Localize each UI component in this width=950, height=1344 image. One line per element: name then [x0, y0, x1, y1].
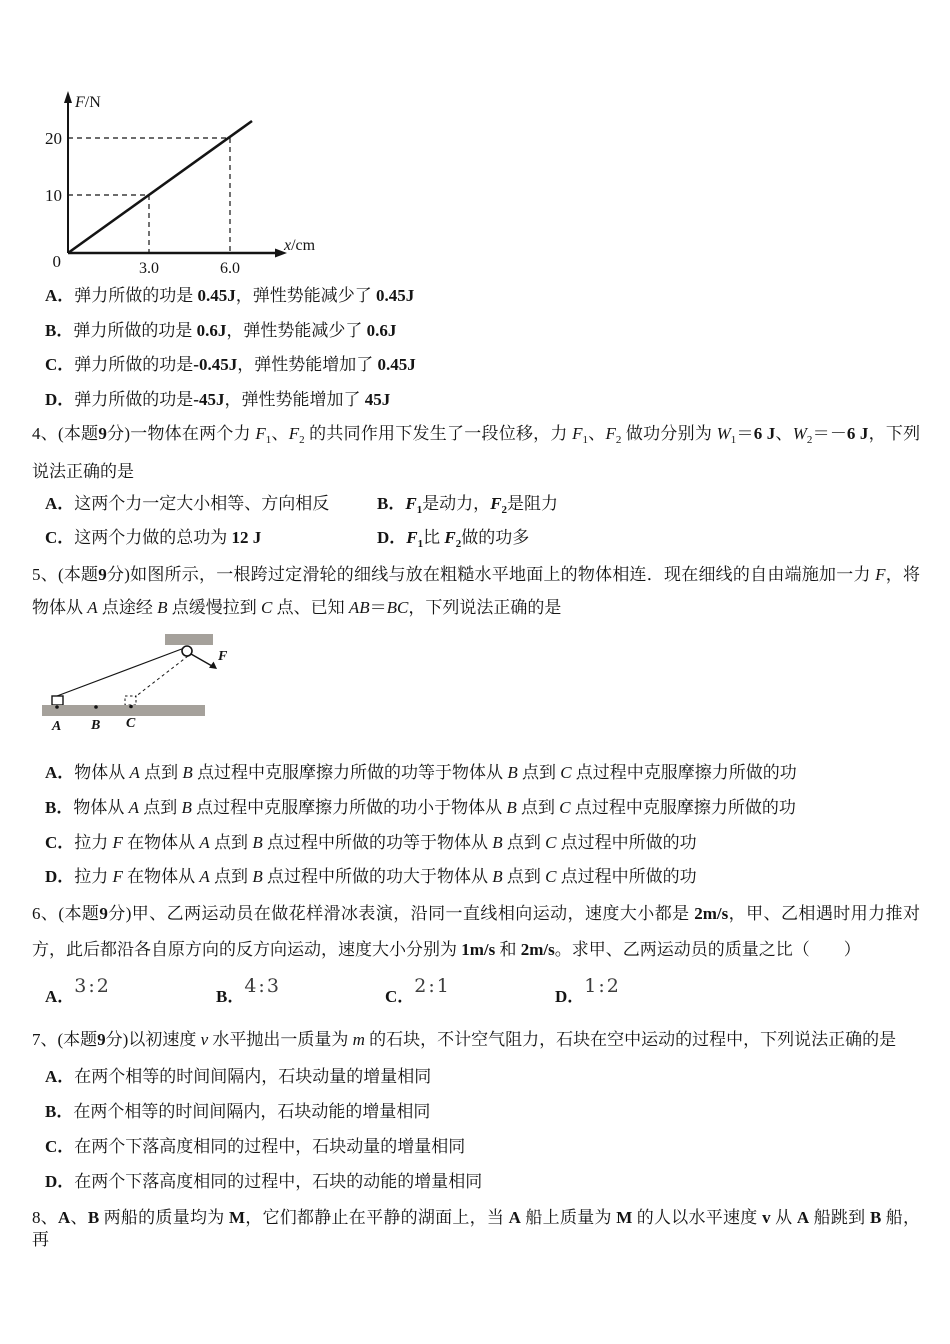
- q4-option-b: B．$F_1$是动力，$F_2$是阻力: [377, 494, 559, 516]
- q6-option-d-letter: D．: [555, 987, 585, 1006]
- ground: [42, 705, 205, 716]
- q6-option-b: [216, 975, 281, 1008]
- q7-option-a: A．在两个相等的时间间隔内，石块动量的增量相同: [45, 1067, 432, 1086]
- force-displacement-graph: [30, 90, 340, 282]
- string-dashed-to-c: [135, 656, 188, 697]
- q6-option-c-letter: C．: [385, 987, 415, 1006]
- y-axis-arrow-icon: [64, 91, 72, 103]
- point-a-dot: [55, 705, 59, 709]
- point-c-dot: [129, 705, 133, 709]
- ceiling: [165, 634, 213, 645]
- q8-stem: 8、A、B 两船的质量均为 M，它们都静止在平静的湖面上，当 A 船上质量为 M 的人以水平速度 v 从 A 船跳到 B 船，再: [32, 1208, 921, 1249]
- x-tick-6: 6.0: [220, 260, 240, 277]
- pulley: [182, 646, 192, 656]
- q5-option-b: B．物体从 A 点到 B 点过程中克服摩擦力所做的功小于物体从 B 点到 C 点过程中克服摩擦力所做的功: [45, 798, 796, 817]
- y-axis-label: F/N: [75, 94, 101, 111]
- q5-stem: 5、(本题9分)如图所示，一根跨过定滑轮的细线与放在粗糙水平地面上的物体相连．现在细线的自由端施加一力 F，将物体从 A 点途经 B 点缓慢拉到 C 点、已知 AB＝BC，下列说法正确的是: [32, 565, 920, 617]
- point-b-dot: [94, 705, 98, 709]
- q4-stem: 4、(本题9分)一物体在两个力 $F_1$、$F_2$ 的共同作用下发生了一段位移，力 $F_1$、$F_2$ 做功分别为 $W_1=6$ J、$W_2=-6$ J，下列说法正确的是: [32, 424, 921, 481]
- pulley-figure: [38, 630, 238, 745]
- block-at-a: [52, 696, 63, 705]
- q5-option-c: C．拉力 F 在物体从 A 点到 B 点过程中所做的功等于物体从 B 点到 C 点过程中所做的功: [45, 833, 697, 852]
- q4-option-d: D．$F_1$比 $F_2$做的功多: [377, 528, 530, 550]
- q7-option-d: D．在两个下落高度相同的过程中，石块的动能的增量相同: [45, 1172, 483, 1191]
- q3-option-d: D．弹力所做的功是-45J，弹性势能增加了 45J: [45, 390, 391, 409]
- force-arrow: [191, 654, 212, 666]
- graph-line: [68, 121, 252, 253]
- y-tick-20: 20: [45, 129, 62, 148]
- q6-option-b-letter: B．: [216, 987, 245, 1006]
- q5-option-a: A．物体从 A 点到 B 点过程中克服摩擦力所做的功等于物体从 B 点到 C 点过程中克服摩擦力所做的功: [45, 763, 797, 782]
- force-label: F: [218, 649, 228, 664]
- q6-option-d: [555, 975, 621, 1008]
- q3-option-a: A．弹力所做的功是 0.45J，弹性势能减少了 0.45J: [45, 286, 415, 305]
- y-tick-10: 10: [45, 186, 62, 205]
- origin-label: 0: [52, 252, 61, 271]
- q7-option-b: B．在两个相等的时间间隔内，石块动能的增量相同: [45, 1102, 431, 1121]
- point-c-label: C: [126, 716, 136, 731]
- q6-option-a: [45, 975, 111, 1008]
- q4-option-c: C．这两个力做的总功为 12 J: [45, 528, 262, 547]
- point-b-label: B: [91, 718, 101, 733]
- point-a-label: A: [52, 719, 62, 734]
- q6-option-d-value: 1:2: [584, 975, 621, 997]
- q6-option-b-value: 4:3: [244, 975, 281, 997]
- q6-option-a-value: 3:2: [74, 975, 111, 997]
- x-axis-label: x/cm: [284, 237, 316, 254]
- string-to-block: [57, 649, 183, 697]
- q6-option-c: [385, 975, 451, 1008]
- q7-option-c: C．在两个下落高度相同的过程中，石块动量的增量相同: [45, 1137, 466, 1156]
- q3-option-b: B．弹力所做的功是 0.6J，弹性势能减少了 0.6J: [45, 321, 397, 340]
- x-tick-3: 3.0: [139, 260, 159, 277]
- q3-option-c: C．弹力所做的功是-0.45J，弹性势能增加了 0.45J: [45, 355, 416, 374]
- block-at-c-dashed: [125, 696, 136, 705]
- q6-stem: 6、(本题9分)甲、乙两运动员在做花样滑冰表演，沿同一直线相向运动，速度大小都是 2m/s，甲、乙相遇时用力推对方，此后都沿各自原方向的反方向运动，速度大小分别为 1m/s 和 2m/s。求甲、乙两运动员的质量之比（ ）: [32, 904, 920, 959]
- q5-option-d: D．拉力 F 在物体从 A 点到 B 点过程中所做的功大于物体从 B 点到 C 点过程中所做的功: [45, 867, 697, 886]
- q7-stem: 7、(本题9分)以初速度 v 水平抛出一质量为 m 的石块，不计空气阻力，石块在空中运动的过程中，下列说法正确的是: [32, 1030, 897, 1049]
- q6-option-a-letter: A．: [45, 987, 75, 1006]
- q6-option-c-value: 2:1: [414, 975, 451, 997]
- q4-option-a: A．这两个力一定大小相等、方向相反: [45, 494, 330, 513]
